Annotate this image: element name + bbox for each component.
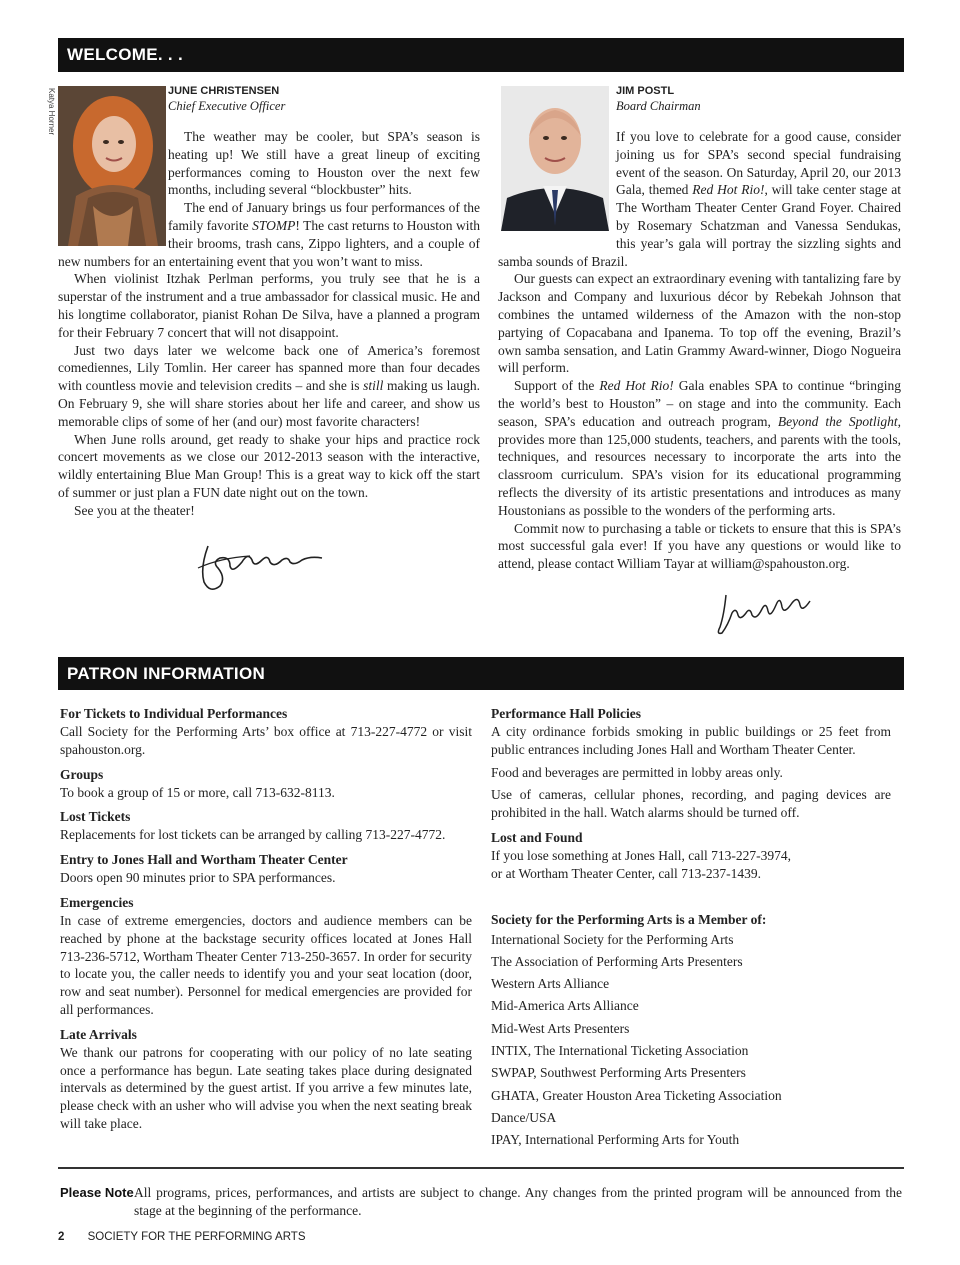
patron-left-column [60,705,472,1140]
groups-title: Groups [60,766,104,782]
jim-paragraph-3: Support of the Red Hot Rio! Gala enables SPA to continue “bringing the world’s best to Houston” – on stage and into the community. Each season, SPA’s education and outreach program, Beyond the Spotlight, provides more than 125,000 students, teachers, and parents with the tools, techniques, and resources necessary to incorporate the arts into the classroom curriculum. SPA’s vision for its educational programming reflects the diversity of its artistic presentations and introduces as many Houstonians as possible to the wonders of the performing arts. [498,378,901,518]
lost-and-found-wortham: or at Wortham Theater Center, call 713-237-1439. [491,865,762,881]
groups-text: To book a group of 15 or more, call 713-632-8113. [60,784,335,800]
emergencies-text: In case of extreme emergencies, doctors and audience members can be reached by phone at the backstage security offices located at Jones Hall 713-236-5712, Wortham Theater Center 713-250-3657. In order for security to locate you, the caller needs to identify you and your seat location (door, row and seat number). Personnel for medical emergencies are provided for all performances. [60,912,472,1017]
june-paragraph-1: The weather may be cooler, but SPA’s season is heating up! We still have a great lineup of exciting performances coming to Houston over the next few months, including several “blockbuster” hits. [168,129,480,198]
jim-name: JIM POSTL [616,85,675,97]
entry-section [60,851,472,887]
late-arrivals-text: We thank our patrons for cooperating with our policy of no late seating once a performance has begun. Late seating takes place during designated intervals as determined by the guest artist. If you arrive a few minutes late, please check with an usher who will advise you when the next seating break will take place. [60,1044,472,1131]
memberships-section [491,911,891,1152]
photo-credit: Katya Horner [47,88,56,136]
patron-information-heading: PATRON INFORMATION [58,657,904,690]
membership-item: INTIX, The International Ticketing Association [491,1043,749,1059]
june-paragraph-4: Just two days later we welcome back one of America’s foremost comediennes, Lily Tomlin. Her career has spanned more than four decades with countless movie and television credits – and she is still making us laugh. On February 9, she will share stories about her life and career, and show us memorable clips of some of her (and our) most favorite characters! [58,342,480,429]
please-note [60,1184,902,1220]
jim-title: Board Chairman [616,99,701,113]
june-name: JUNE CHRISTENSEN [168,85,280,97]
tickets-title: For Tickets to Individual Performances [60,706,288,721]
membership-item: The Association of Performing Arts Presenters [491,953,743,969]
groups-section [60,766,472,802]
patron-right-column [491,705,891,1152]
policies-food: Food and beverages are permitted in lobby areas only. [491,764,783,780]
membership-item: IPAY, International Performing Arts for Youth [491,1132,740,1148]
policies-title: Performance Hall Policies [491,706,641,721]
lost-tickets-section [60,808,472,844]
membership-item: Western Arts Alliance [491,976,610,992]
emergencies-section [60,894,472,1019]
page-footer [58,1231,306,1243]
note-divider [58,1167,904,1169]
policies-devices: Use of cameras, cellular phones, recording, and paging devices are prohibited in the hall. Watch alarms should be turned off. [491,787,891,821]
jim-letter [498,84,901,573]
late-arrivals-section [60,1026,472,1133]
membership-item: International Society for the Performing Arts [491,931,734,947]
membership-item: Mid-West Arts Presenters [491,1020,630,1036]
membership-item: GHATA, Greater Houston Area Ticketing Association [491,1087,782,1103]
policies-section [491,705,891,822]
welcome-heading: WELCOME. . . [58,38,904,72]
june-title: Chief Executive Officer [168,99,286,113]
june-signature [190,538,330,598]
entry-text: Doors open 90 minutes prior to SPA performances. [60,870,336,886]
publication-name: SOCIETY FOR THE PERFORMING ARTS [87,1231,306,1243]
late-arrivals-title: Late Arrivals [60,1026,137,1042]
please-note-label: Please Note [60,1185,134,1200]
june-paragraph-6: See you at the theater! [74,502,195,518]
lost-and-found-jones-hall: If you lose something at Jones Hall, call 713-227-3974, [491,847,791,863]
entry-title: Entry to Jones Hall and Wortham Theater Center [60,852,348,868]
jim-paragraph-2: Our guests can expect an extraordinary evening with tantalizing fare by Jackson and Company and luxurious décor by Rebekah Johnson that combines the untamed wilderness of the Amazon with the non-stop partying of Copacabana and Ipanema. To top off the evening, Brazil’s own samba sensation, and Latin Grammy Award-winner, Diogo Nogueira will perform. [498,271,901,376]
lost-and-found-title: Lost and Found [491,829,583,845]
tickets-text: Call Society for the Performing Arts’ box office at 713-227-4772 or visit spahouston.org. [60,724,472,757]
tickets-section [60,705,472,759]
page-number: 2 [58,1231,65,1243]
june-paragraph-3: When violinist Itzhak Perlman performs, you truly see that he is a superstar of the instrument and a true ambassador for classical music. He and his longtime collaborator, pianist Rohan De Silva, have a planned a program for their February 7 concert that will not disappoint. [58,271,480,340]
membership-item: Mid-America Arts Alliance [491,998,639,1014]
jim-paragraph-4: Commit now to purchasing a table or tickets to ensure that this is SPA’s most successful gala ever! If you have any questions or would like to attend, please contact William Tayar at william@spahouston.org. [498,520,901,572]
lost-tickets-title: Lost Tickets [60,809,131,825]
membership-item: Dance/USA [491,1109,557,1125]
memberships-list [491,929,891,1152]
jim-signature [712,585,822,640]
jim-paragraph-1: If you love to celebrate for a good cause, consider joining us for SPA’s second special fundraising event of the season. On Saturday, April 20, our 2013 Gala, themed Red Hot Rio!, will take center stage at The Wortham Theater Center Grand Foyer. Chaired by Rosemary Schatzman and Vanessa Sendukas, this year’s gala will portray the sizzling sights and samba sounds of Brazil. [498,129,901,269]
emergencies-title: Emergencies [60,894,134,910]
june-paragraph-2: The end of January brings us four performances of the family favorite STOMP! The cast returns to Houston with their brooms, trash cans, Zippo lighters, and a couple of new numbers for an entertaining event that you won’t want to miss. [58,200,480,269]
policies-smoking: A city ordinance forbids smoking in public buildings or 25 feet from public entrances including Jones Hall and Wortham Theater Center. [491,724,891,757]
june-paragraph-5: When June rolls around, get ready to shake your hips and practice rock concert movements as we close our 2012-2013 season with the interactive, wildly entertaining Blue Man Group! This is a great way to kick off the start of summer or just plan a FUN date night out on the town. [58,431,480,500]
membership-item: SWPAP, Southwest Performing Arts Presenters [491,1065,746,1081]
june-letter [58,84,480,520]
lost-tickets-text: Replacements for lost tickets can be arranged by calling 713-227-4772. [60,827,446,843]
lost-and-found-section [491,829,891,883]
memberships-title: Society for the Performing Arts is a Member of: [491,911,767,927]
please-note-text: All programs, prices, performances, and artists are subject to change. Any changes from the printed program will be announced from the stage at the beginning of the performance. [134,1185,902,1218]
